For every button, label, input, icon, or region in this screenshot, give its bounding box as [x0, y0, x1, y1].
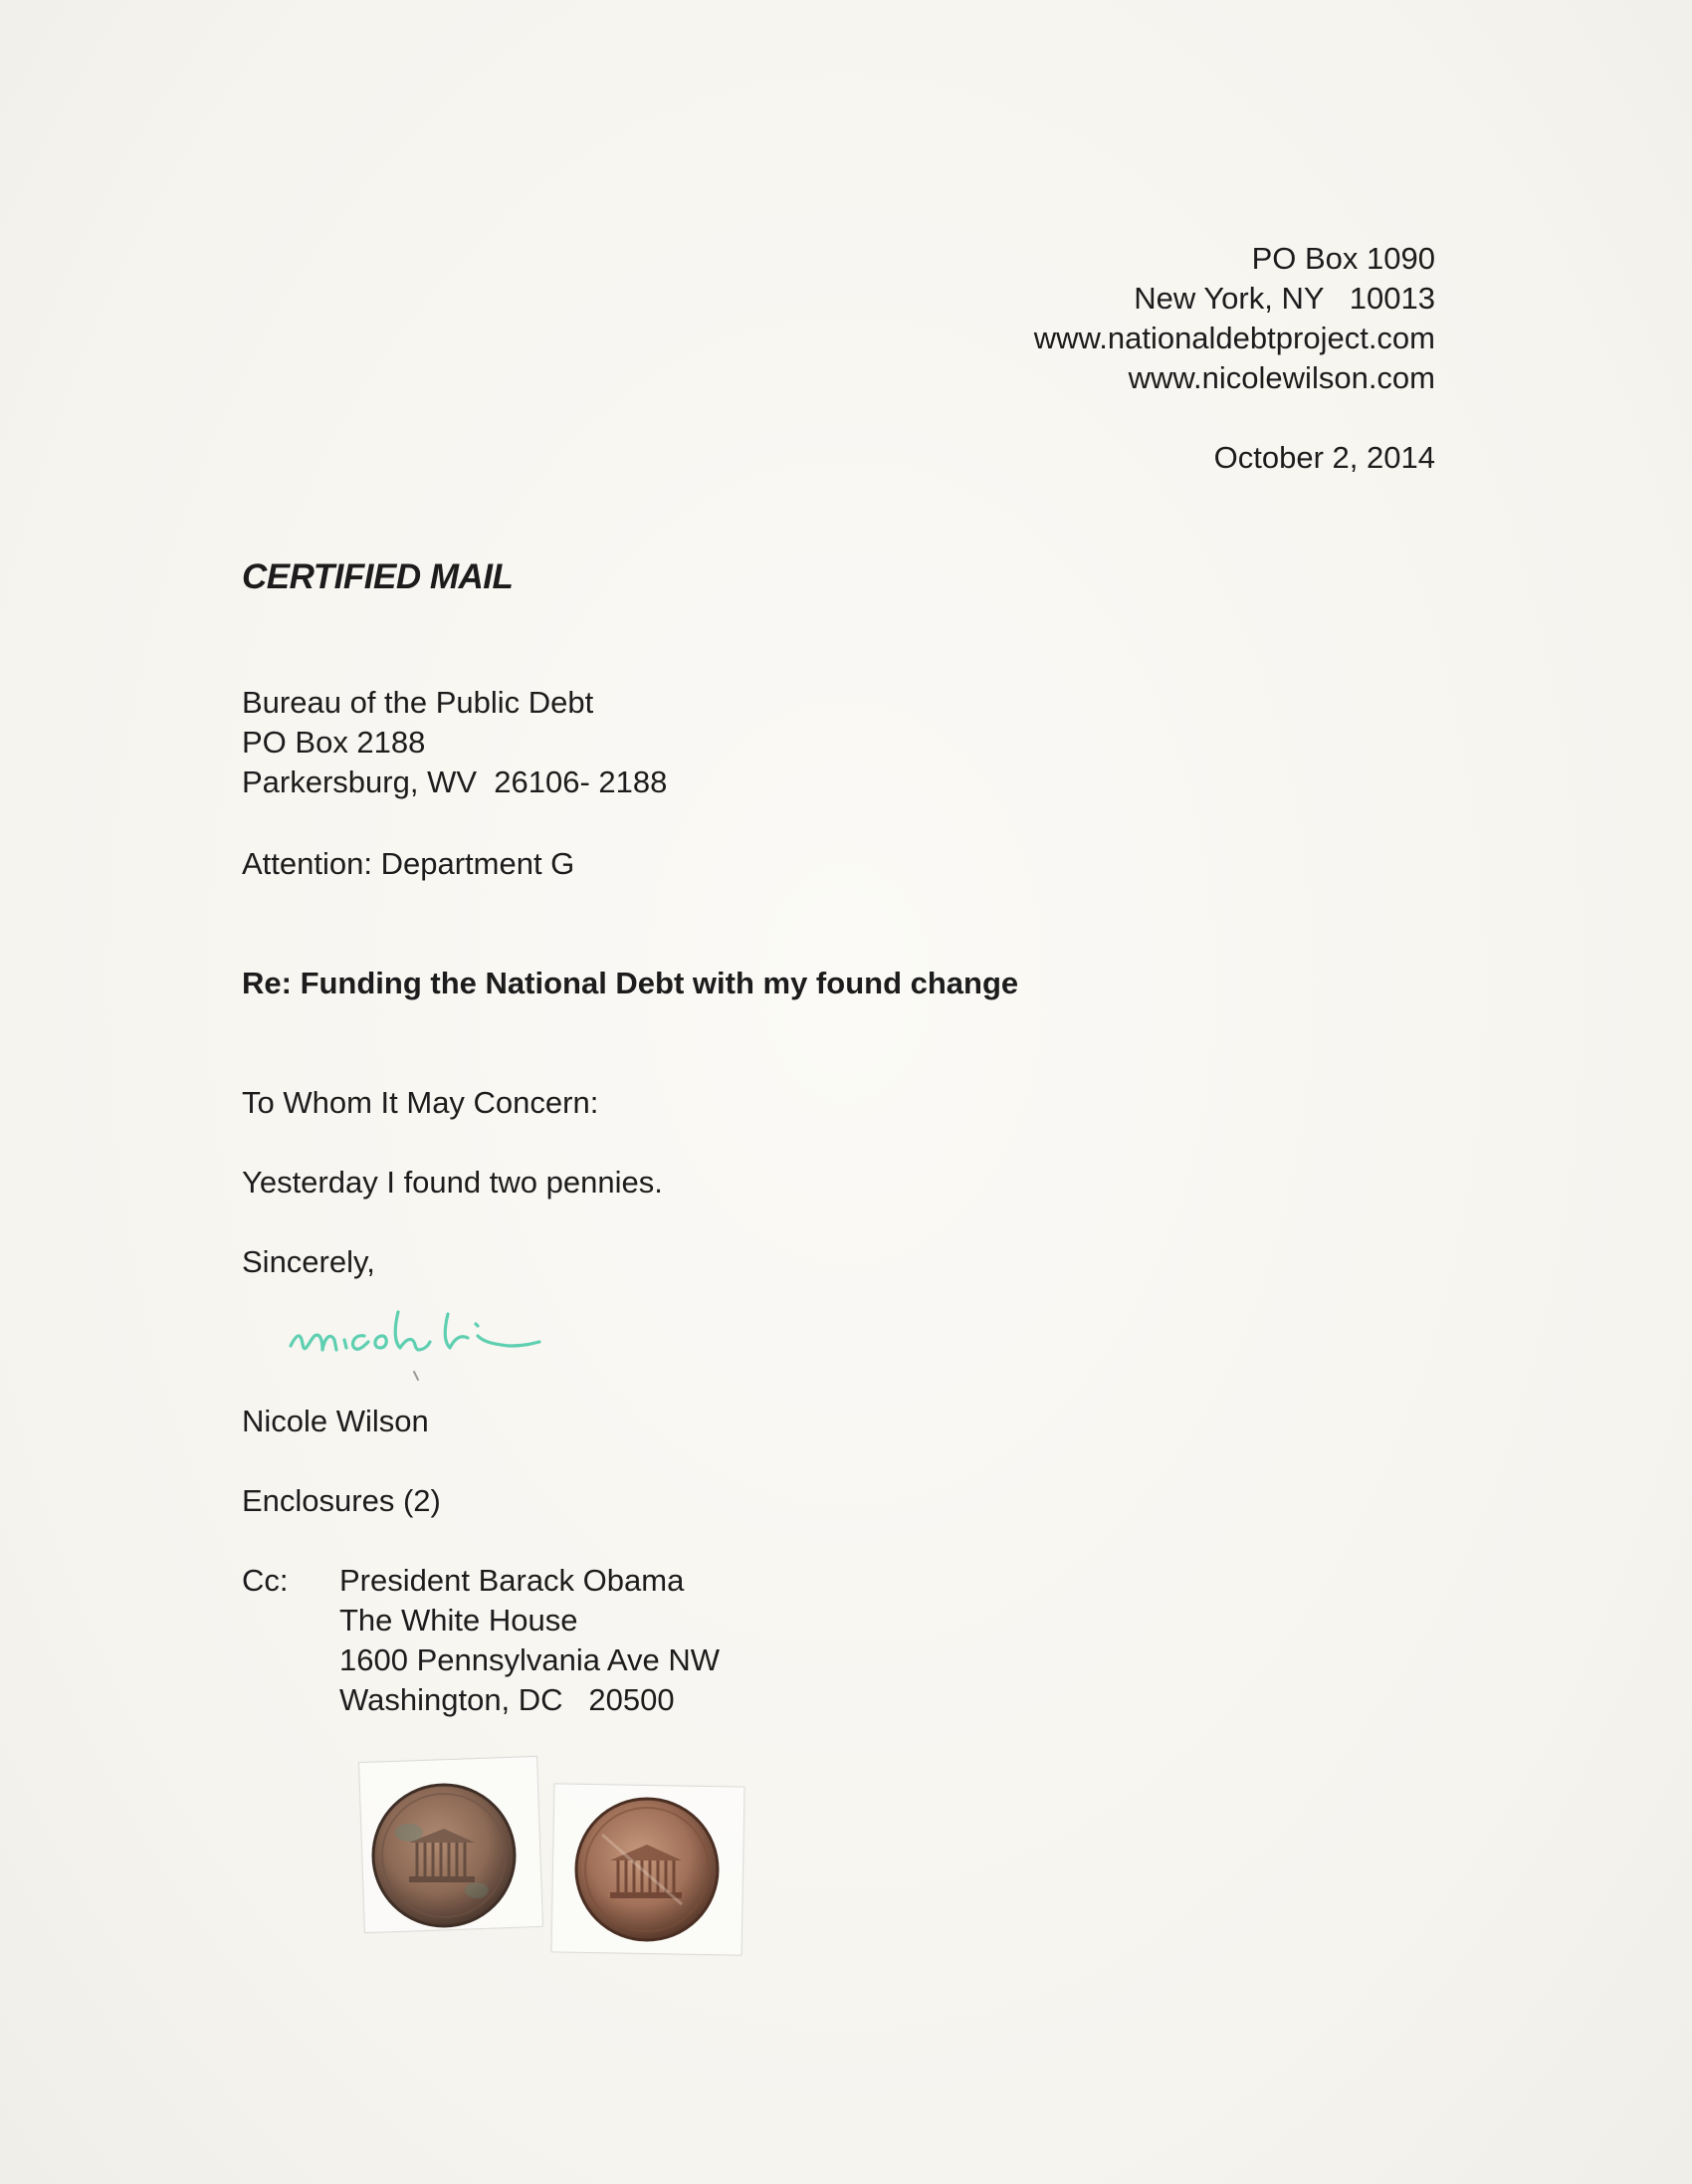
enclosed-pennies [353, 1757, 751, 1956]
closing: Sincerely, [242, 1244, 375, 1279]
cc-street: 1600 Pennsylvania Ave NW [339, 1642, 720, 1677]
enclosures-note: Enclosures (2) [242, 1483, 441, 1518]
letter-date: October 2, 2014 [1213, 440, 1435, 475]
recipient-address [242, 683, 667, 802]
recipient-po-box: PO Box 2188 [242, 725, 426, 760]
cc-address [339, 1561, 720, 1720]
cc-label: Cc: [242, 1563, 289, 1598]
cc-org: The White House [339, 1603, 578, 1638]
certified-mail-heading: CERTIFIED MAIL [242, 557, 514, 596]
sender-address [1034, 239, 1435, 398]
letter-body: Yesterday I found two pennies. [242, 1165, 663, 1200]
recipient-name: Bureau of the Public Debt [242, 685, 594, 720]
sender-website-2: www.nicolewilson.com [1128, 360, 1435, 395]
penny-right-icon [572, 1795, 722, 1944]
sender-city-line: New York, NY 10013 [1134, 281, 1435, 316]
signer-name: Nicole Wilson [242, 1404, 429, 1438]
recipient-city-line: Parkersburg, WV 26106- 2188 [242, 764, 668, 799]
salutation: To Whom It May Concern: [242, 1085, 599, 1120]
cc-name: President Barack Obama [339, 1563, 685, 1598]
cc-city-line: Washington, DC 20500 [339, 1682, 675, 1717]
subject-line: Re: Funding the National Debt with my found change [242, 966, 1019, 1000]
penny-left-icon [369, 1781, 519, 1930]
handwritten-signature [279, 1284, 637, 1394]
sender-website-1: www.nationaldebtproject.com [1033, 321, 1435, 355]
sender-po-box: PO Box 1090 [1251, 241, 1435, 276]
attention-line: Attention: Department G [242, 846, 575, 881]
